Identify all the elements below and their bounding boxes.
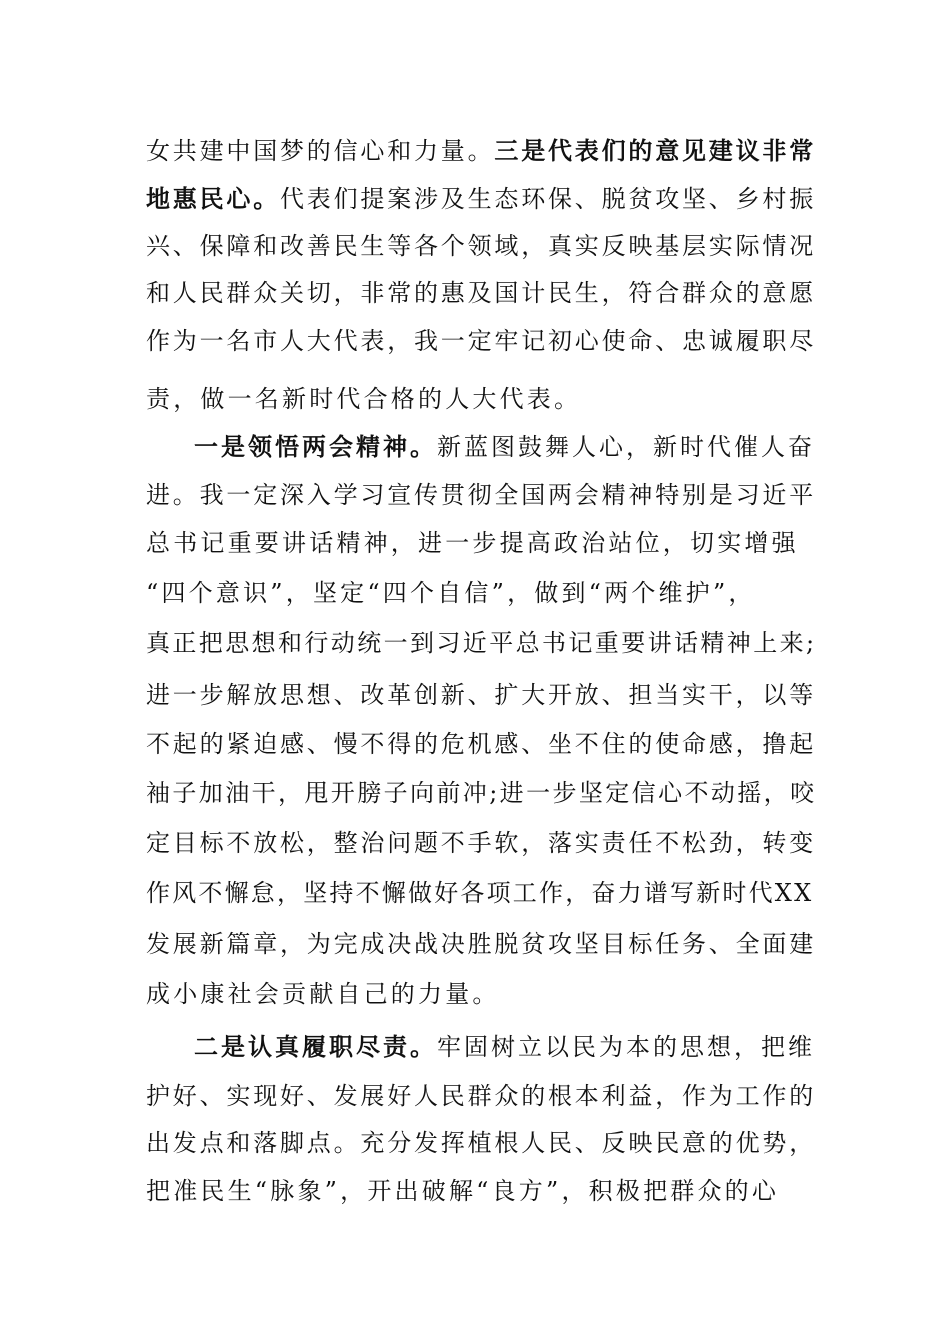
text-run: 和人民群众关切，非常的惠及国计民生，符合群众的意愿	[146, 279, 816, 307]
text-run: 袖子加油干，甩开膀子向前冲;进一步坚定信心不动摇，咬	[146, 779, 816, 807]
text-line-1	[146, 131, 816, 171]
text-run: 进一步解放思想、改革创新、扩大开放、担当实干，以等	[146, 681, 816, 709]
text-line-2	[146, 179, 816, 219]
text-line-9	[146, 523, 816, 563]
text-run: “四个意识”，坚定“四个自信”，做到“两个维护”，	[146, 579, 756, 607]
text-run: 出发点和落脚点。充分发挥植根人民、反映民意的优势，	[146, 1129, 816, 1157]
text-run: 兴、保障和改善民生等各个领域，真实反映基层实际情况	[146, 232, 816, 260]
text-run: 不起的紧迫感、慢不得的危机感、坐不住的使命感，撸起	[146, 730, 816, 758]
bold-heading-run: 一是领悟两会精神。	[194, 432, 437, 461]
text-line-6	[146, 379, 816, 419]
text-line-4	[146, 273, 816, 313]
text-run: 总书记重要讲话精神，进一步提高政治站位，切实增强	[146, 529, 799, 557]
text-line-14	[146, 773, 816, 813]
text-run: 真正把思想和行动统一到习近平总书记重要讲话精神上来;	[146, 629, 816, 657]
text-run: 女共建中国梦的信心和力量。	[146, 137, 495, 165]
text-run: 护好、实现好、发展好人民群众的根本利益，作为工作的	[146, 1082, 816, 1110]
text-run: 代表们提案涉及生态环保、脱贫攻坚、乡村振	[280, 185, 816, 213]
text-run: 把准民生“脉象”，开出破解“良方”，积极把群众的心	[146, 1177, 780, 1205]
text-run: 进。我一定深入学习宣传贯彻全国两会精神特别是习近平	[146, 481, 816, 509]
bold-heading-run: 二是认真履职尽责。	[194, 1032, 437, 1061]
text-run: 新蓝图鼓舞人心，新时代催人奋	[437, 433, 815, 461]
bold-heading-run: 地惠民心。	[146, 184, 280, 213]
text-line-20	[146, 1076, 816, 1116]
text-line-5	[146, 321, 816, 361]
text-line-21	[146, 1123, 816, 1163]
text-line-22	[146, 1171, 816, 1211]
text-line-12	[146, 675, 816, 715]
text-line-7	[194, 427, 816, 467]
text-line-13	[146, 724, 816, 764]
text-run: 牢固树立以民为本的思想，把维	[437, 1033, 815, 1061]
text-line-15	[146, 823, 816, 863]
text-line-17	[146, 924, 816, 964]
text-line-18	[146, 974, 816, 1014]
text-run: 发展新篇章，为完成决战决胜脱贫攻坚目标任务、全面建	[146, 930, 816, 958]
text-run: 作为一名市人大代表，我一定牢记初心使命、忠诚履职尽	[146, 327, 816, 355]
text-line-16	[146, 873, 816, 913]
text-run: 作风不懈怠，坚持不懈做好各项工作，奋力谱写新时代XX	[146, 879, 814, 907]
text-line-10	[146, 573, 816, 613]
text-run: 成小康社会贡献自己的力量。	[146, 980, 500, 1008]
text-line-8	[146, 475, 816, 515]
bold-heading-run: 三是代表们的意见建议非常	[494, 136, 816, 165]
text-line-19	[194, 1027, 816, 1067]
text-line-11	[146, 623, 816, 663]
text-run: 责，做一名新时代合格的人大代表。	[146, 385, 582, 413]
text-line-3	[146, 226, 816, 266]
text-run: 定目标不放松，整治问题不手软，落实责任不松劲，转变	[146, 829, 816, 857]
